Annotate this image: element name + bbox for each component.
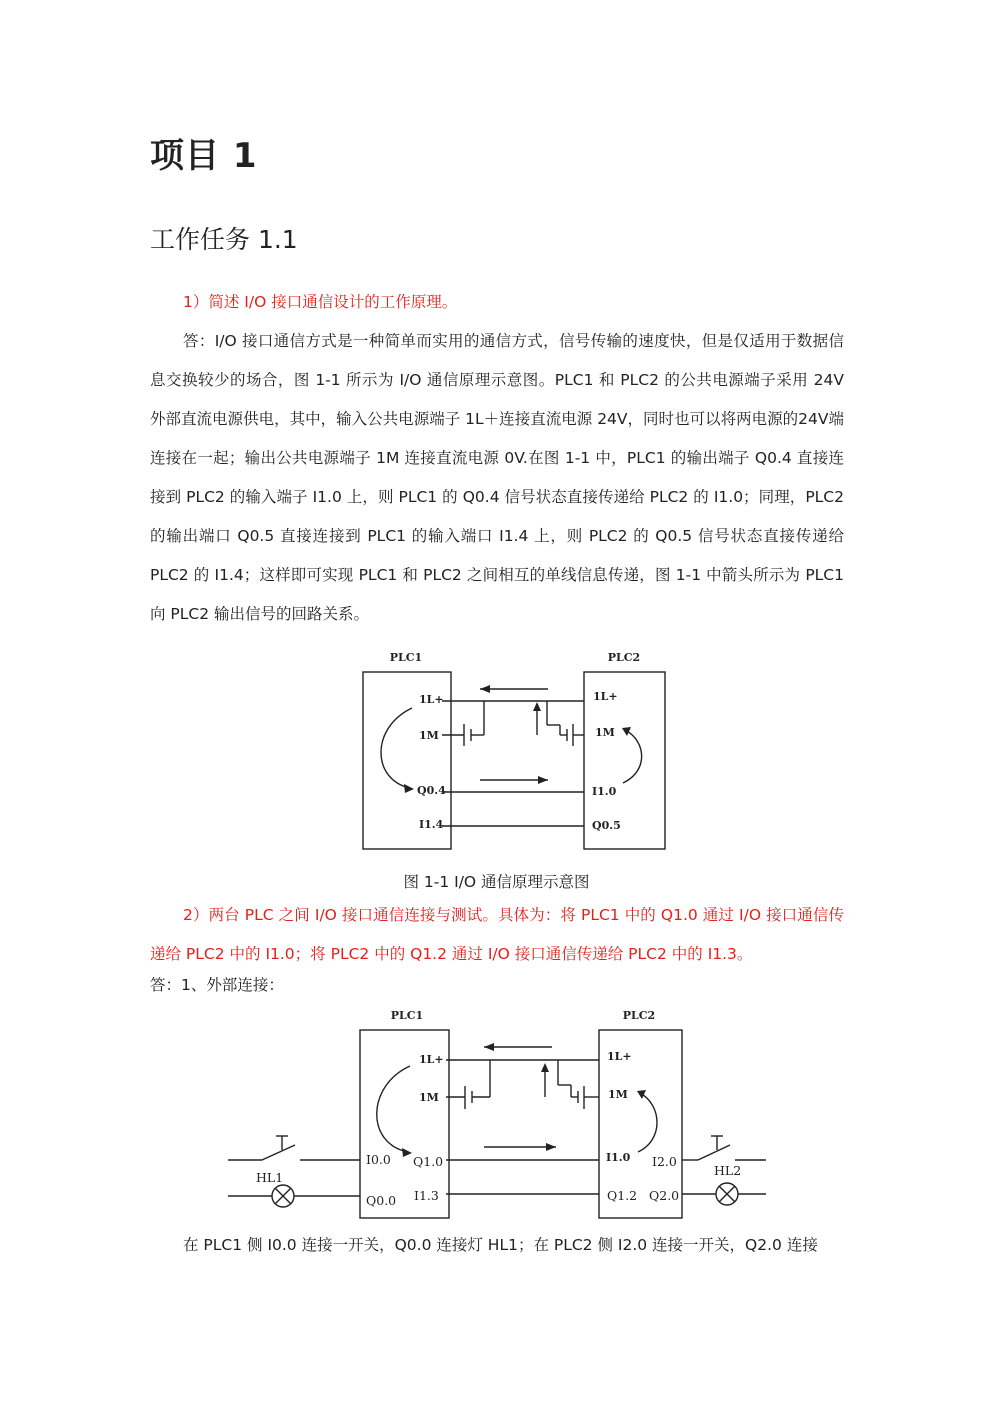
fig2-hl2-label: HL2 [714,1163,742,1178]
section-text-3 [150,1226,844,1265]
fig2-r1m-label: 1M [608,1088,628,1101]
fig1-plc2-label: PLC2 [607,651,641,664]
fig1-i14-label: I1.4 [419,818,444,831]
fig2-1m-label: 1M [419,1091,439,1104]
fig1-r1m-label: 1M [595,726,615,739]
fig2-plc2-label: PLC2 [622,1009,656,1022]
fig2-q12-label: Q1.2 [607,1188,638,1203]
fig2-r1l-label: 1L+ [607,1050,632,1063]
fig1-q05-label: Q0.5 [592,819,621,832]
question-2: 2）两台 PLC 之间 I/O 接口通信连接与测试。具体为：将 PLC1 中的 Q1.0 通过 I/O 接口通信传递给 PLC2 中的 I1.0；将 PLC2 中的 Q1.2 通过 I/O 接口通信传递给 PLC2 中的 I1.3。 [150,906,844,963]
fig2-i13-label: I1.3 [414,1188,439,1203]
section-title: 工作任务 1.1 [150,225,298,254]
fig2-q20-label: Q2.0 [649,1188,680,1203]
section-text-2 [150,896,844,974]
fig1-1m-label: 1M [419,729,439,742]
fig1-i10-label: I1.0 [592,785,617,798]
fig2-q00-label: Q0.0 [366,1193,397,1208]
answer-2: 答：1、外部连接： [150,976,284,994]
fig2-1l-label: 1L+ [419,1053,444,1066]
fig1-1l-label: 1L+ [419,693,444,706]
fig2-i00-label: I0.0 [366,1152,391,1167]
answer-2-wrap [150,967,844,1003]
fig2-hl1-label: HL1 [256,1170,284,1185]
fig1-r1l-label: 1L+ [593,690,618,703]
question-1: 1）简述 I/O 接口通信设计的工作原理。 [183,293,458,311]
fig1-plc1-label: PLC1 [389,651,423,664]
section-text-1 [150,283,844,634]
figure-2-diagram [220,1000,780,1230]
page-title: 项目 1 [150,136,258,176]
answer-1: 答：I/O 接口通信方式是一种简单而实用的通信方式，信号传输的速度快，但是仅适用于数据信息交换较少的场合，图 1-1 所示为 I/O 通信原理示意图。PLC1 和 PLC2 的公共电源端子采用 24V 外部直流电源供电，其中，输入公共电源端子 1L＋连接直流电源 24V，同时也可以将两电源的24V端连接在一起；输出公共电源端子 1M 连接直流电源 0V.在图 1-1 中，PLC1 的输出端子 Q0.4 直接连接到 PLC2 的输入端子 I1.0 上，则 PLC1 的 Q0.4 信号状态直接传递给 PLC2 的 I1.0；同理，PLC2 的输出端口 Q0.5 直接连接到 PLC1 的输入端口 I1.4 上，则 PLC2 的 Q0.5 信号状态直接传递给 PLC2 的 I1.4；这样即可实现 PLC1 和 PLC2 之间相互的单线信息传递，图 1-1 中箭头所示为 PLC1 向 PLC2 输出信号的回路关系。 [150,332,844,623]
fig2-plc1-label: PLC1 [390,1009,424,1022]
last-paragraph: 在 PLC1 侧 I0.0 连接一开关，Q0.0 连接灯 HL1；在 PLC2 侧 I2.0 连接一开关，Q2.0 连接 [183,1236,818,1254]
fig2-i20-label: I2.0 [652,1154,677,1169]
fig2-q10-label: Q1.0 [413,1154,444,1169]
figure-1-caption: 图 1-1 I/O 通信原理示意图 [403,873,590,891]
figure-1-diagram [340,640,680,860]
fig1-q04-label: Q0.4 [417,784,446,797]
fig2-i10-label: I1.0 [606,1151,631,1164]
